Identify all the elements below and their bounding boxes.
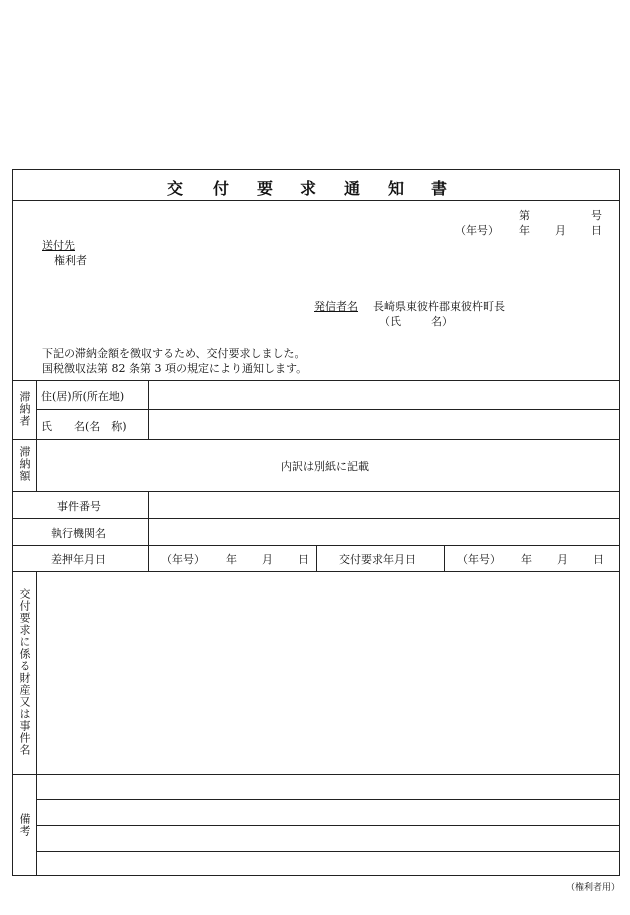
divider: [36, 571, 37, 876]
header-era: （年号）: [455, 224, 499, 237]
arrears-label: 滞納額: [18, 446, 31, 482]
header-day: 日: [591, 224, 602, 237]
sender-shi: （氏: [379, 315, 401, 328]
sender-name: 長崎県東彼杵郡東彼杵町長: [373, 300, 505, 313]
property-label: 交付要求に係る財産又は事件名: [18, 588, 31, 756]
title-char: 通: [344, 179, 361, 198]
number-go: 号: [591, 209, 602, 222]
form-title: [13, 170, 619, 201]
number-dai: 第: [519, 209, 530, 222]
recipient-role: 権利者: [54, 254, 87, 267]
title-char: 求: [300, 179, 317, 198]
request-day: 日: [593, 553, 604, 566]
title-char: 書: [431, 179, 448, 198]
arrears-content: 内訳は別紙に記載: [281, 460, 369, 473]
recipient-label: 送付先: [42, 239, 75, 252]
sender-label: 発信者名: [314, 300, 358, 313]
agency-label: 執行機関名: [51, 527, 106, 540]
divider: [13, 380, 619, 381]
address-label: 住(居)所(所在地): [41, 390, 125, 403]
request-era: （年号）: [457, 553, 501, 566]
header-month: 月: [555, 224, 566, 237]
divider: [444, 545, 445, 571]
request-year: 年: [521, 553, 532, 566]
request-date-label: 交付要求年月日: [339, 553, 416, 566]
header-year: 年: [519, 224, 530, 237]
title-char: 付: [213, 179, 230, 198]
divider: [316, 545, 317, 571]
seizure-month: 月: [262, 553, 273, 566]
sender-mei: 名）: [431, 315, 453, 328]
notice-line-1: 下記の滞納金額を徴収するため、交付要求しました。: [42, 347, 306, 360]
remarks-label: 備考: [18, 813, 31, 837]
divider: [37, 409, 619, 410]
divider: [37, 851, 619, 852]
taxpayer-group-label: 滞納者: [18, 391, 31, 427]
name-label: 氏 名(名 称): [41, 420, 127, 433]
delivery-request-notice-form: [12, 169, 620, 876]
notice-line-2: 国税徴収法第 82 条第 3 項の規定により通知します。: [42, 362, 308, 375]
case-number-label: 事件番号: [57, 500, 101, 513]
divider: [36, 380, 37, 491]
divider: [13, 774, 619, 775]
divider: [148, 380, 149, 439]
divider: [13, 439, 619, 440]
title-char: 知: [388, 179, 405, 198]
title-char: 要: [257, 179, 274, 198]
seizure-era: （年号）: [161, 553, 205, 566]
divider: [148, 491, 149, 571]
seizure-year: 年: [226, 553, 237, 566]
title-char: 交: [167, 179, 184, 198]
divider: [13, 491, 619, 492]
seizure-date-label: 差押年月日: [51, 553, 106, 566]
divider: [13, 518, 619, 519]
divider: [13, 571, 619, 572]
request-month: 月: [557, 553, 568, 566]
divider: [37, 825, 619, 826]
footer-note: （権利者用）: [566, 883, 621, 893]
seizure-day: 日: [298, 553, 309, 566]
divider: [37, 799, 619, 800]
